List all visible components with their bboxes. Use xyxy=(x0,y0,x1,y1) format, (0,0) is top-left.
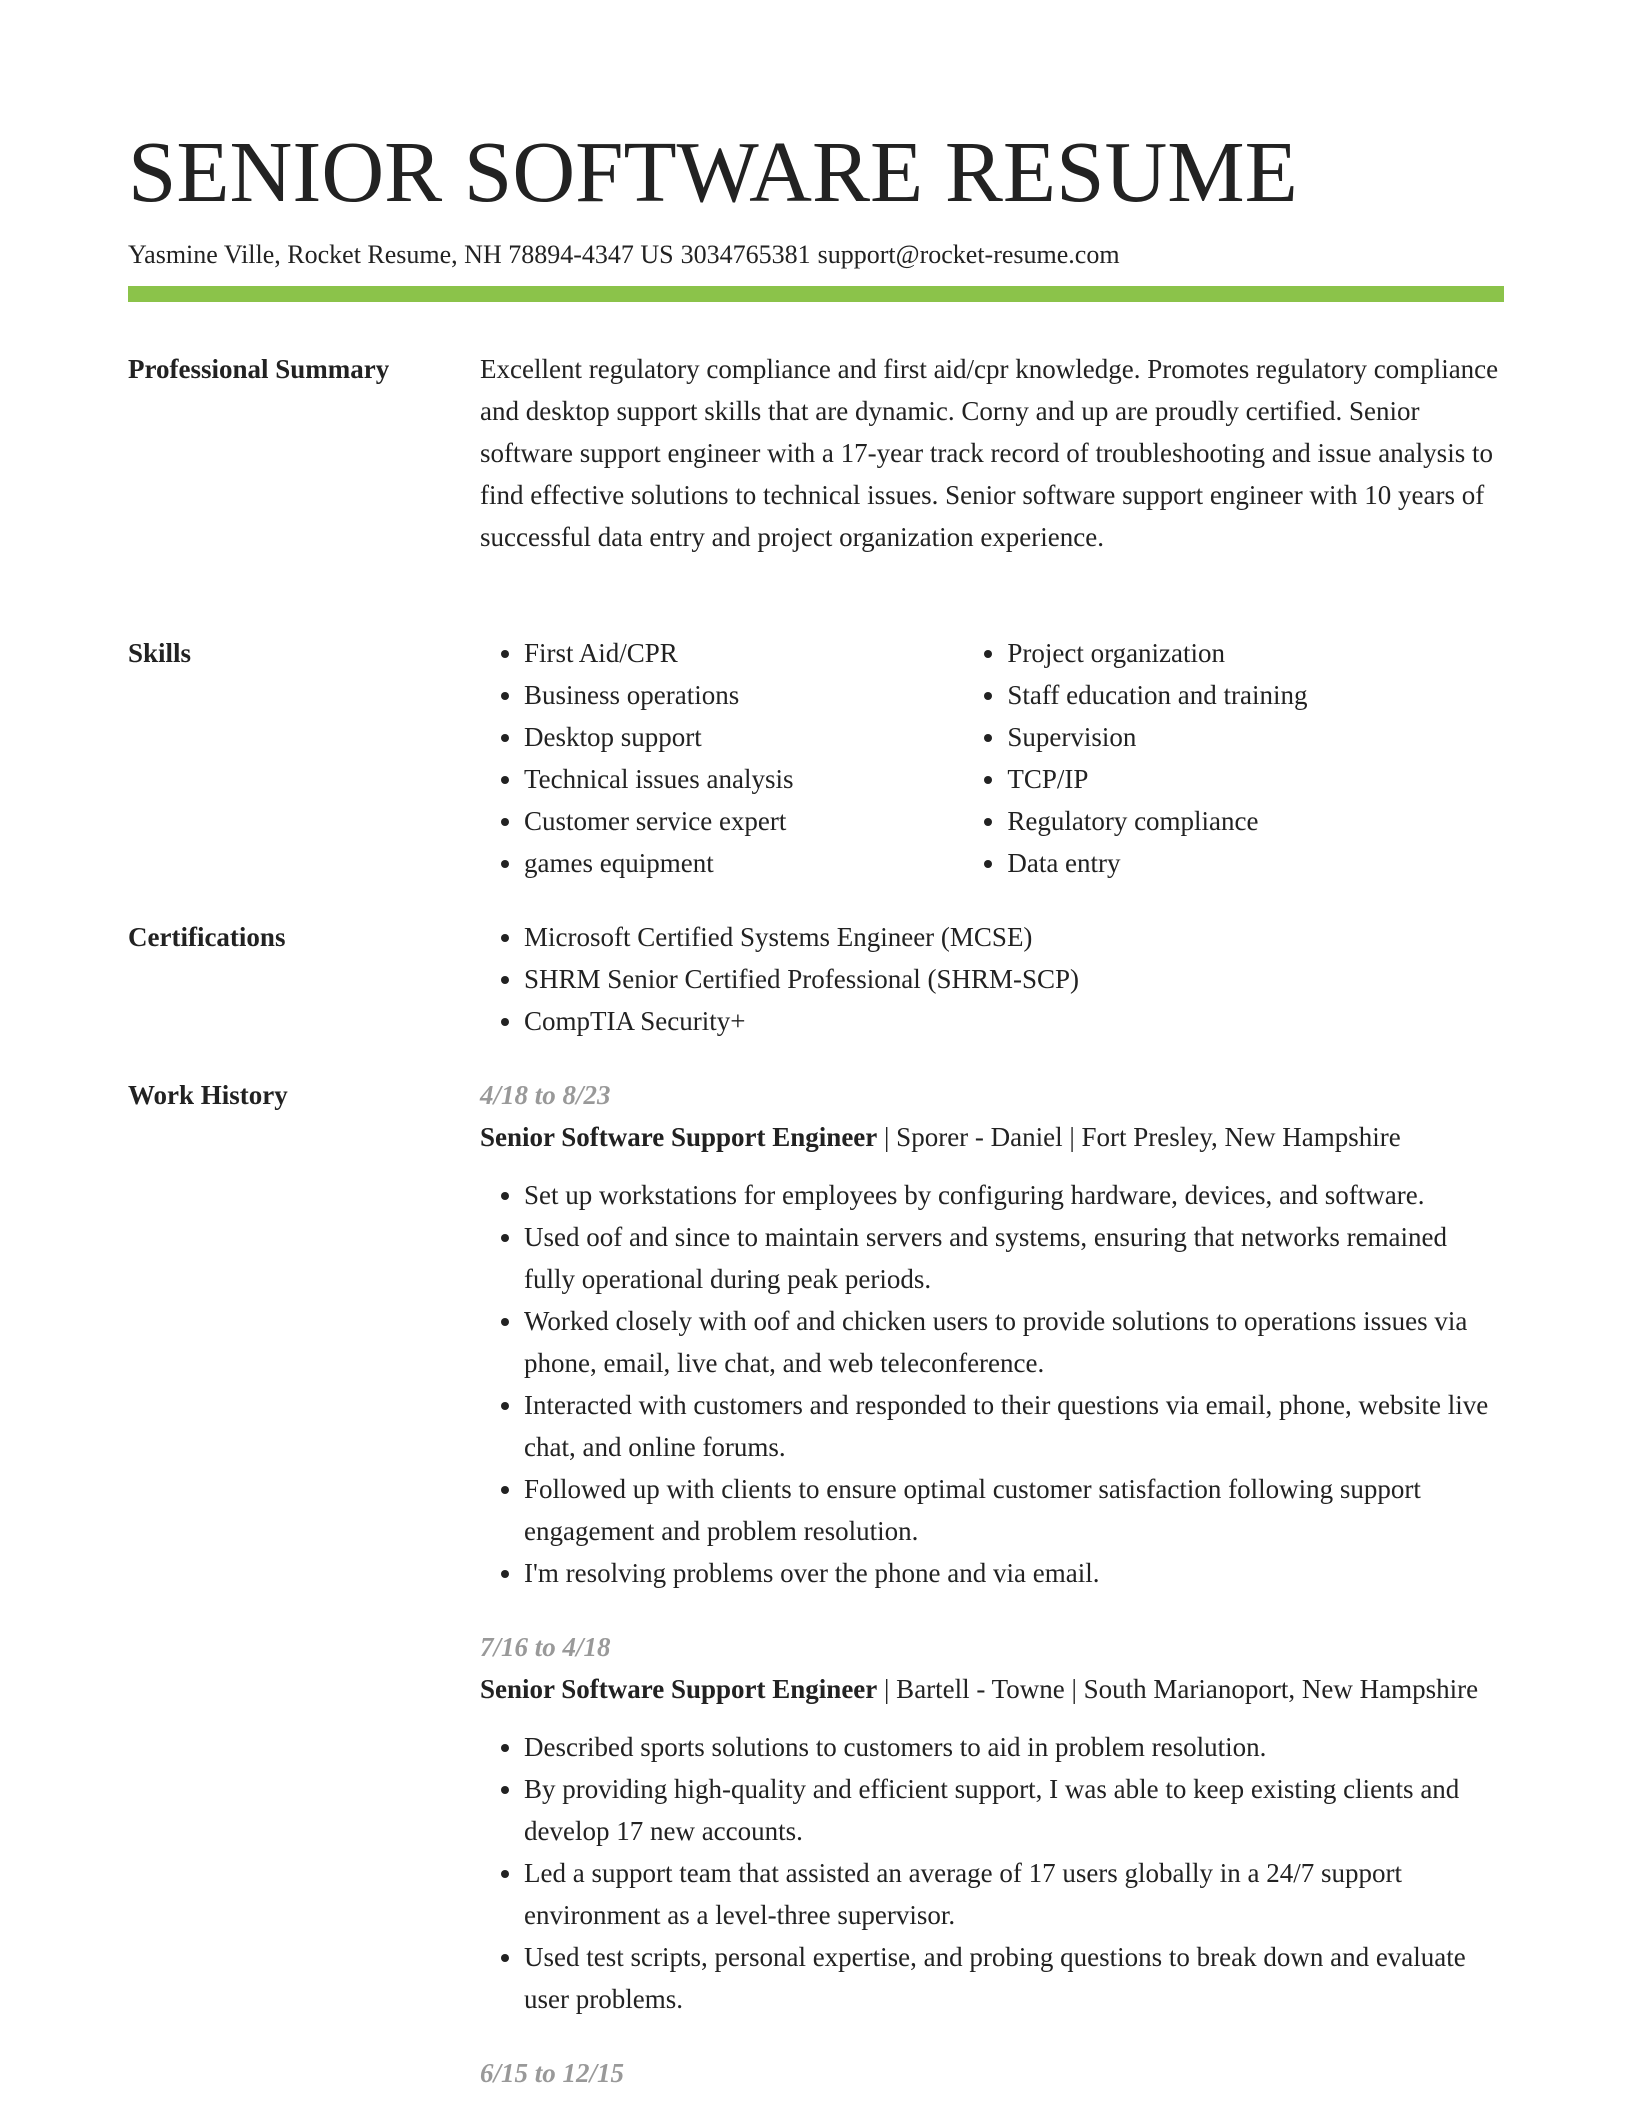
skill-item: • Customer service expert xyxy=(524,800,963,842)
skill-item: • Project organization xyxy=(1007,632,1504,674)
job-dates: 6/15 to 12/15 xyxy=(480,2058,625,2088)
section-label-skills: Skills xyxy=(128,638,192,668)
contact-address: Yasmine Ville, Rocket Resume, NH 78894-4347 US xyxy=(128,240,674,269)
header-divider xyxy=(128,286,1504,302)
work-history-body xyxy=(480,1074,1504,2094)
job-bullet: • Worked closely with oof and chicken users to provide solutions to operations issues via phone, email, live chat, and web teleconference. xyxy=(524,1300,1504,1384)
skill-item: • First Aid/CPR xyxy=(524,632,963,674)
job-dates: 7/16 to 4/18 xyxy=(480,1632,611,1662)
skill-item: • Desktop support xyxy=(524,716,963,758)
contact-email: support@rocket-resume.com xyxy=(817,240,1120,269)
contact-line xyxy=(128,238,1504,272)
summary-body xyxy=(480,348,1504,558)
certifications-list xyxy=(480,916,1504,1042)
work-history-section xyxy=(128,1074,1504,2112)
job-bullet: • Set up workstations for employees by configuring hardware, devices, and software. xyxy=(524,1174,1504,1216)
job-bullet: • Described sports solutions to customers to aid in problem resolution. xyxy=(524,1726,1504,1768)
skills-list-left xyxy=(480,632,963,884)
summary-text: Excellent regulatory compliance and first aid/cpr knowledge. Promotes regulatory compliance and desktop support skills that are dynamic. Corny and up are proudly certified. Senior software support engineer with a 17-year track record of troubleshooting and issue analysis to find effective solutions to technical issues. Senior software support engineer with 10 years of successful data entry and project organization experience. xyxy=(480,354,1499,552)
job-bullet: • Used oof and since to maintain servers and systems, ensuring that networks remained fully operational during peak periods. xyxy=(524,1216,1504,1300)
job-dates: 4/18 to 8/23 xyxy=(480,1080,611,1110)
job-bullet: • Used test scripts, personal expertise, and probing questions to break down and evaluate user problems. xyxy=(524,1936,1504,2020)
job-title-line xyxy=(480,1668,1504,1710)
job-entry xyxy=(480,1074,1504,1594)
job-entry xyxy=(480,2052,1504,2094)
skill-item: • games equipment xyxy=(524,842,963,884)
job-bullet: • Led a support team that assisted an average of 17 users globally in a 24/7 support environment as a level-three supervisor. xyxy=(524,1852,1504,1936)
job-employer-location: | Bartell - Towne | South Marianoport, New Hampshire xyxy=(877,1674,1479,1704)
summary-section xyxy=(128,348,1504,608)
resume-header xyxy=(128,118,1504,272)
job-bullet: • Followed up with clients to ensure optimal customer satisfaction following support engagement and problem resolution. xyxy=(524,1468,1504,1552)
skill-item: • Business operations xyxy=(524,674,963,716)
job-bullets xyxy=(480,1726,1504,2020)
job-bullet: • Interacted with customers and responded to their questions via email, phone, website live chat, and online forums. xyxy=(524,1384,1504,1468)
contact-phone: 3034765381 xyxy=(680,240,811,269)
job-bullet: • I'm resolving problems over the phone and via email. xyxy=(524,1552,1504,1594)
job-entry xyxy=(480,1626,1504,2020)
job-bullets xyxy=(480,1174,1504,1594)
job-employer-location: | Sporer - Daniel | Fort Presley, New Hampshire xyxy=(877,1122,1401,1152)
certifications-section xyxy=(128,916,1504,1046)
certification-item: • Microsoft Certified Systems Engineer (MCSE) xyxy=(524,916,1504,958)
skills-body xyxy=(480,632,1504,884)
section-label-work-history: Work History xyxy=(128,1080,288,1110)
skill-item: • TCP/IP xyxy=(1007,758,1504,800)
job-bullet: • By providing high-quality and efficient support, I was able to keep existing clients and develop 17 new accounts. xyxy=(524,1768,1504,1852)
skills-section xyxy=(128,632,1504,892)
skill-item: • Staff education and training xyxy=(1007,674,1504,716)
section-label-certifications: Certifications xyxy=(128,922,286,952)
skill-item: • Supervision xyxy=(1007,716,1504,758)
skill-item: • Regulatory compliance xyxy=(1007,800,1504,842)
skill-item: • Technical issues analysis xyxy=(524,758,963,800)
skills-list-right xyxy=(963,632,1504,884)
resume-title: SENIOR SOFTWARE RESUME xyxy=(128,123,1298,220)
certification-item: • SHRM Senior Certified Professional (SHRM-SCP) xyxy=(524,958,1504,1000)
certification-item: • CompTIA Security+ xyxy=(524,1000,1504,1042)
skill-item: • Data entry xyxy=(1007,842,1504,884)
certifications-body xyxy=(480,916,1504,1042)
job-title: Senior Software Support Engineer xyxy=(480,1674,878,1704)
job-title: Senior Software Support Engineer xyxy=(480,1122,878,1152)
section-label-summary: Professional Summary xyxy=(128,354,390,384)
job-title-line xyxy=(480,1116,1504,1158)
